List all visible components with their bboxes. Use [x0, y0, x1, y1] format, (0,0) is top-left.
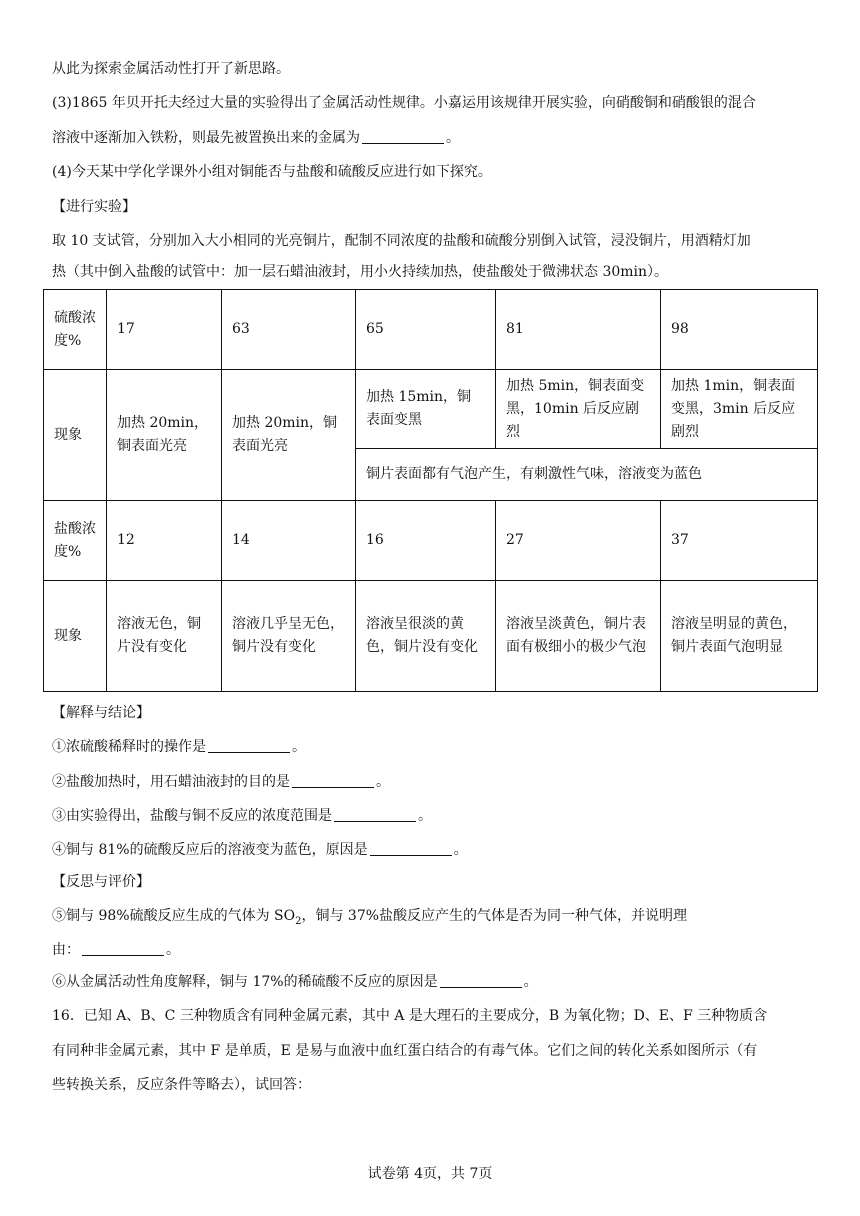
table-cell: 16 [356, 501, 496, 581]
table-cell: 63 [222, 290, 356, 370]
answer-blank [440, 973, 522, 988]
table-cell: 98 [661, 290, 818, 370]
text-line-3: 溶液中逐渐加入铁粉，则最先被置换出来的金属为 。 [52, 130, 460, 146]
table-cell: 加热 1min，铜表面变黑，3min 后反应剧烈 [661, 370, 818, 449]
text-line-2: (3)1865 年贝开托夫经过大量的实验得出了金属活动性规律。小嘉运用该规律开展实验，向硝酸铜和硝酸银的混合 [52, 95, 756, 111]
section-heading-reflection: 【反思与评价】 [52, 874, 150, 890]
table-cell: 加热 20min，铜表面光亮 [107, 370, 222, 501]
question-5: ⑤铜与 98%硫酸反应生成的气体为 $SO_2$，铜与 37%盐酸反应产生的气体是否为同一种气体，并说明理 [52, 908, 688, 927]
section-heading-conclusion: 【解释与结论】 [52, 705, 150, 721]
answer-blank [82, 941, 164, 956]
question-6: ⑥从金属活动性角度解释，铜与 17%的稀硫酸不反应的原因是 。 [52, 974, 538, 990]
table-header-cell: 现象 [44, 581, 107, 692]
table-cell: 加热 5min，铜表面变黑，10min 后反应剧烈 [496, 370, 661, 449]
question-16-line-3: 些转换关系，反应条件等略去），试回答： [52, 1077, 311, 1093]
text-line-7: 热（其中倒入盐酸的试管中：加一层石蜡油液封，用小火持续加热，使盐酸处于微沸状态 30min）。 [52, 264, 669, 280]
table-header-cell: 现象 [44, 370, 107, 501]
text-line-1: 从此为探索金属活动性打开了新思路。 [52, 61, 290, 77]
answer-blank [292, 773, 374, 788]
table-cell: 81 [496, 290, 661, 370]
table-cell: 65 [356, 290, 496, 370]
question-4: ④铜与 81%的硫酸反应后的溶液变为蓝色，原因是 。 [52, 842, 468, 858]
question-5-continued: 由： 。 [52, 942, 180, 958]
answer-blank [334, 807, 416, 822]
question-16-line-2: 有同种非金属元素，其中 F 是单质，E 是易与血液中血红蛋白结合的有毒气体。它们之间的转化关系如图所示（有 [52, 1043, 758, 1059]
table-row-hcl-conc [44, 501, 818, 581]
table-cell: 铜片表面都有气泡产生，有刺激性气味，溶液变为蓝色 [356, 449, 818, 501]
table-cell: 27 [496, 501, 661, 581]
table-row-hcl-phenomena [44, 581, 818, 692]
table-header-cell: 盐酸浓度% [44, 501, 107, 581]
table-cell: 加热 15min，铜表面变黑 [356, 370, 496, 449]
question-16-line-1: 16．已知 A、B、C 三种物质含有同种金属元素，其中 A 是大理石的主要成分，B 为氧化物；D、E、F 三种物质含 [52, 1008, 768, 1024]
table-cell: 17 [107, 290, 222, 370]
table-header-cell: 硫酸浓度% [44, 290, 107, 370]
page-footer: 试卷第 4页，共 7页 [367, 1166, 493, 1182]
answer-blank [362, 129, 444, 144]
table-cell: 溶液呈很淡的黄色，铜片没有变化 [356, 581, 496, 692]
answer-blank [370, 841, 452, 856]
text-line-4: (4)今天某中学化学课外小组对铜能否与盐酸和硫酸反应进行如下探究。 [52, 164, 492, 180]
question-1: ①浓硫酸稀释时的操作是 。 [52, 739, 306, 755]
table-row-h2so4-phenomena [44, 370, 818, 449]
text-line-6: 取 10 支试管，分别加入大小相同的光亮铜片，配制不同浓度的盐酸和硫酸分别倒入试管，浸没铜片，用酒精灯加 [52, 233, 751, 249]
question-2: ②盐酸加热时，用石蜡油液封的目的是 。 [52, 774, 390, 790]
table-cell: 14 [222, 501, 356, 581]
answer-blank [208, 738, 290, 753]
section-heading-experiment: 【进行实验】 [52, 199, 136, 215]
table-cell: 溶液呈明显的黄色，铜片表面气泡明显 [661, 581, 818, 692]
table-cell: 37 [661, 501, 818, 581]
table-cell: 12 [107, 501, 222, 581]
question-3: ③由实验得出，盐酸与铜不反应的浓度范围是 。 [52, 808, 432, 824]
table-cell: 加热 20min，铜表面光亮 [222, 370, 356, 501]
table-cell: 溶液呈淡黄色，铜片表面有极细小的极少气泡 [496, 581, 661, 692]
table-cell: 溶液几乎呈无色，铜片没有变化 [222, 581, 356, 692]
table-cell: 溶液无色，铜片没有变化 [107, 581, 222, 692]
experiment-table [43, 289, 818, 692]
table-row-h2so4-conc [44, 290, 818, 370]
